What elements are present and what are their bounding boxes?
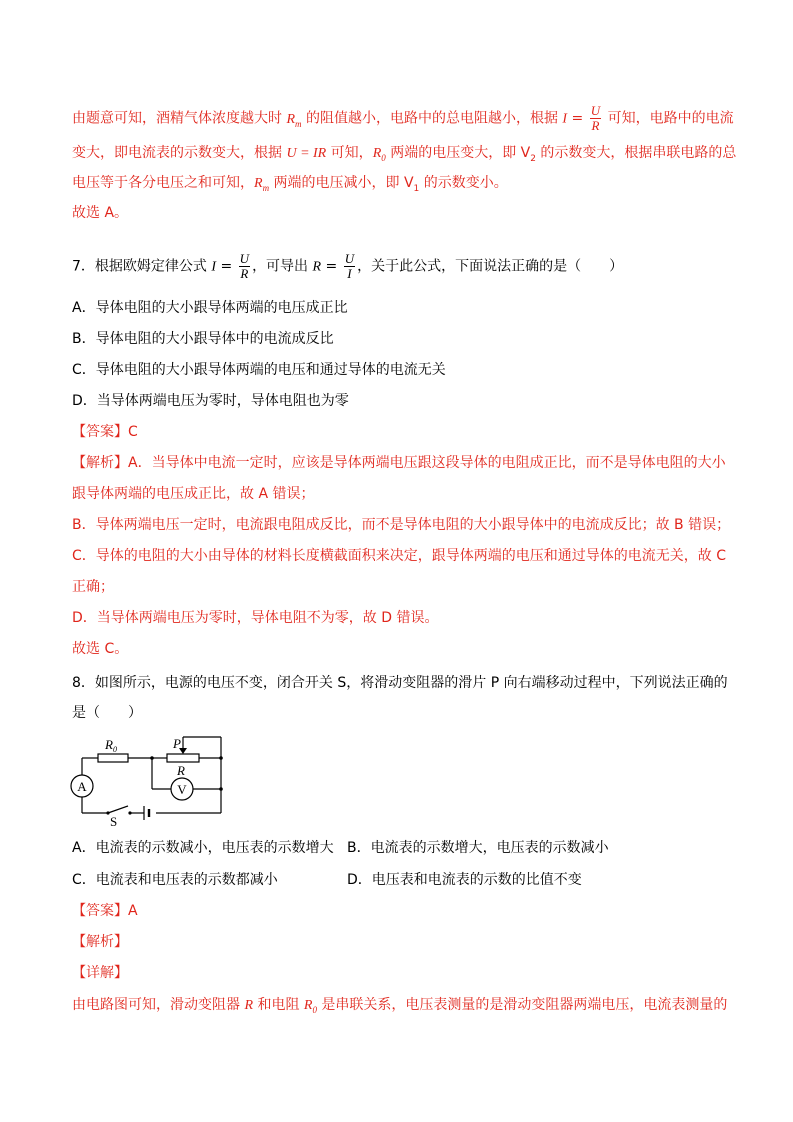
sol6-line-3: 电压等于各分电压之和可知，$R_m$ 两端的电压减小，即 $V_1$ 的示数变小。	[72, 175, 508, 194]
q8-answer: 【答案】A	[72, 903, 138, 919]
battery	[144, 806, 149, 820]
q7-fraction-r: $\frac{U}{I}$	[344, 251, 355, 281]
rm-symbol-2: $R_m$	[254, 176, 270, 193]
q7-option-b[interactable]: B．导体电阻的大小跟导体中的电流成反比	[72, 331, 334, 347]
q7-option-a[interactable]: A．导体电阻的大小跟导体两端的电压成正比	[72, 300, 348, 316]
q8-option-a[interactable]: A．电流表的示数减小，电压表的示数增大	[72, 840, 334, 856]
q7-answer: 【答案】C	[72, 424, 138, 440]
q7-fraction-i: $\frac{U}{R}$	[239, 251, 250, 281]
switch-s[interactable]	[108, 806, 128, 813]
ohm-fraction: $\frac{U}{R}$	[590, 103, 601, 133]
q7-analysis-3: B．导体两端电压一定时，电流跟电阻成反比，而不是导体电阻的大小跟导体中的电流成反比；故 B 错误；	[72, 517, 731, 533]
label-r: R	[177, 763, 185, 778]
q8-option-b[interactable]: B．电流表的示数增大，电压表的示数减小	[347, 840, 609, 856]
q8-option-c[interactable]: C．电流表和电压表的示数都减小	[72, 872, 278, 888]
sol6-line-2: 变大，即电流表的示数变大，根据 U = IR 可知，$R_0$ 两端的电压变大，即 $V_2$ 的示数变大，根据串联电路的总	[72, 145, 737, 164]
label-s: S	[110, 814, 118, 828]
resistor-r0	[98, 754, 128, 762]
r0-symbol: $R_0$	[372, 146, 386, 163]
rheostat-r[interactable]	[167, 754, 199, 762]
q7-analysis-2: 跟导体两端的电压成正比，故 A 错误；	[72, 486, 315, 502]
q8-option-d[interactable]: D．电压表和电流表的示数的比值不变	[347, 872, 582, 888]
q7-analysis-6: D．当导体两端电压为零时，导体电阻不为零，故 D 错误。	[72, 610, 439, 626]
q7-option-d[interactable]: D．当导体两端电压为零时，导体电阻也为零	[72, 393, 349, 409]
sol6-line-1: 由题意可知，酒精气体浓度越大时 $R_m$ 的阻值越小，电路中的总电阻越小，根据 I = $\frac{U}{R}$ 可知，电路中的电流	[72, 103, 734, 133]
label-a: A	[77, 779, 87, 794]
label-p: P	[173, 736, 181, 751]
sol6-conclusion: 故选 A。	[72, 205, 129, 221]
q7-analysis-5: 正确；	[72, 579, 114, 595]
label-r0: $R_0$	[105, 737, 117, 754]
q7-option-c[interactable]: C．导体电阻的大小跟导体两端的电压和通过导体的电流无关	[72, 362, 446, 378]
circuit-diagram	[60, 733, 240, 828]
q7-analysis-1: 【解析】A．当导体中电流一定时，应该是导体两端电压跟这段导体的电阻成正比，而不是导体电阻的大小	[72, 455, 726, 471]
q7-stem: 7．根据欧姆定律公式 I = $\frac{U}{R}$ ，可导出 R = $\frac{U}{I}$ ，关于此公式，下面说法正确的是（ ）	[72, 251, 624, 281]
q8-stem-2: 是（ ）	[72, 705, 142, 721]
q8-detail: 【详解】	[72, 965, 128, 981]
r0-symbol-q8: $R_0$	[303, 998, 317, 1015]
q7-analysis-7: 故选 C。	[72, 641, 129, 657]
rm-symbol: $R_m$	[286, 111, 302, 129]
q7-analysis-4: C．导体的电阻的大小由导体的材料长度横截面积来决定，跟导体两端的电压和通过导体的电流无关，故 C	[72, 548, 726, 564]
q8-detail-line-1: 由电路图可知，滑动变阻器 R 和电阻 $R_0$ 是串联关系，电压表测量的是滑动变阻器两端电压，电流表测量的	[72, 997, 728, 1015]
q8-stem-1: 8．如图所示，电源的电压不变，闭合开关 S，将滑动变阻器的滑片 P 向右端移动过程中，下列说法正确的	[72, 675, 728, 691]
label-v: V	[177, 782, 187, 797]
q8-analysis: 【解析】	[72, 934, 128, 950]
